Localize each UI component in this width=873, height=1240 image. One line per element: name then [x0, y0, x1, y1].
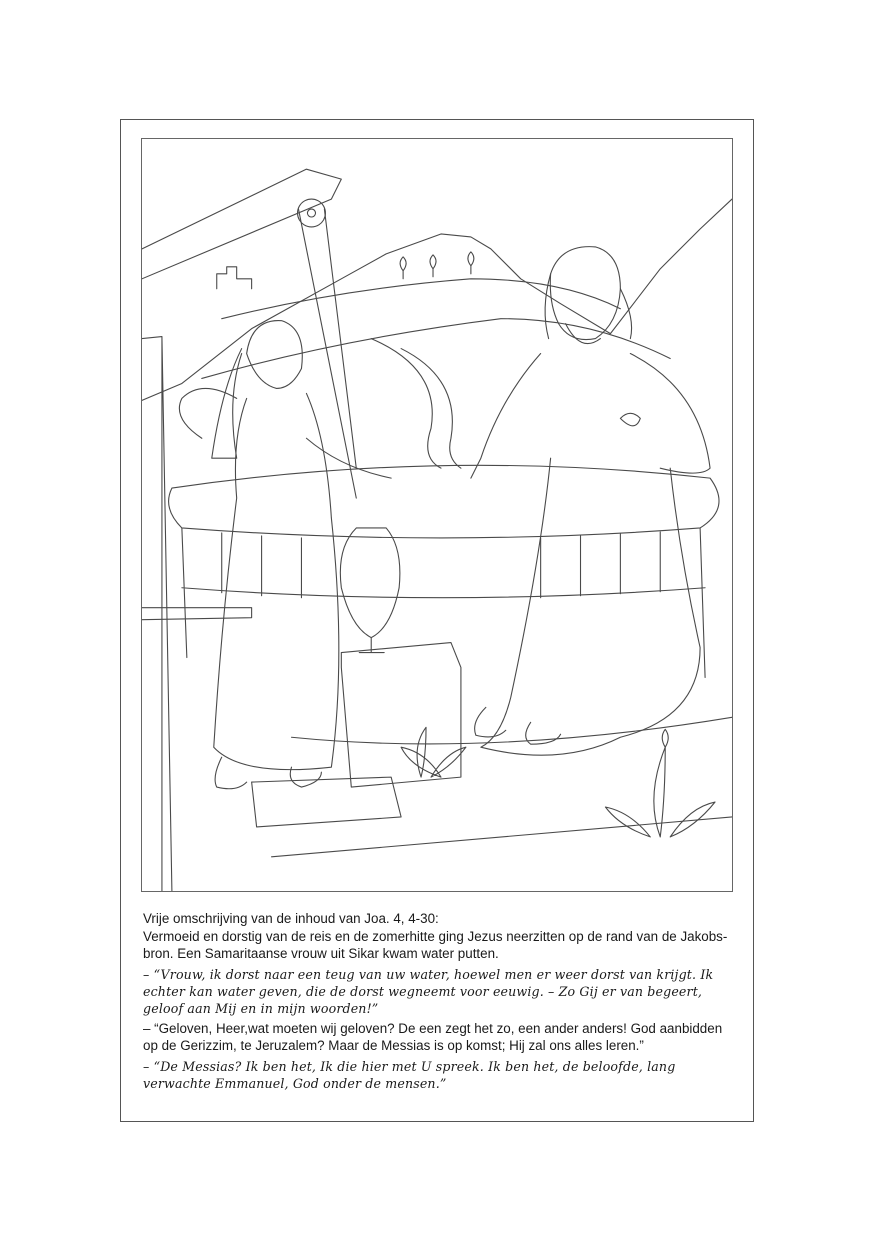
dialogue-line: – “Geloven, Heer,wat moeten wij geloven? De een zegt het zo, een ander anders! God aanbidden op de Gerizzim, te Jeruzalem? Maar de Messias is op komst; Hij zal ons alles leren.” — [143, 1020, 723, 1053]
dialogue-line: – “Vrouw, ik dorst naar een teug van uw water, hoewel men er weer dorst van krijgt. Ik echter kan water geven, die de dorst wegneemt voor eeuwig. – Zo Gij er van begeert, geloof aan Mij en in mijn woorden!” — [143, 966, 714, 1016]
caption-text — [143, 910, 739, 1092]
road — [371, 339, 441, 469]
ground-path — [272, 717, 732, 857]
dialogue-line: – “De Messias? Ik ben het, Ik die hier met U spreek. Ik ben het, de beloofde, lang verwachte Emmanuel, God onder de mensen.” — [143, 1058, 676, 1091]
coloring-illustration — [141, 138, 733, 892]
tree — [430, 255, 436, 277]
stone-lines — [222, 532, 661, 598]
jesus-body — [471, 354, 710, 756]
jesus-feet — [475, 707, 561, 744]
stone-block — [341, 643, 461, 788]
village-outline — [217, 267, 252, 289]
jesus-beard — [566, 324, 601, 344]
rope — [298, 209, 356, 498]
well-beam — [142, 169, 341, 279]
caption-intro: Vermoeid en dorstig van de reis en de zomerhitte ging Jezus neerzitten op de rand van de Jakobs-bron. Een Samaritaanse vrouw uit Sikar kwam water putten. — [143, 928, 728, 961]
flower — [662, 729, 668, 747]
well-wall — [182, 528, 705, 677]
shelf — [142, 608, 252, 620]
road — [401, 349, 461, 469]
water-jug — [340, 528, 400, 653]
tree — [468, 252, 474, 274]
woman-body — [214, 393, 339, 769]
woman-feet — [215, 757, 321, 789]
caption-heading: Vrije omschrijving van de inhoud van Joa. 4, 4-30: — [143, 911, 439, 926]
tree — [400, 257, 406, 279]
woman-arm-raised — [179, 388, 236, 438]
plant — [401, 727, 466, 777]
jesus-hand — [620, 413, 640, 425]
well-post — [142, 337, 172, 891]
jesus-head — [550, 247, 620, 340]
hill-line — [222, 279, 621, 319]
well-rim — [169, 465, 719, 538]
